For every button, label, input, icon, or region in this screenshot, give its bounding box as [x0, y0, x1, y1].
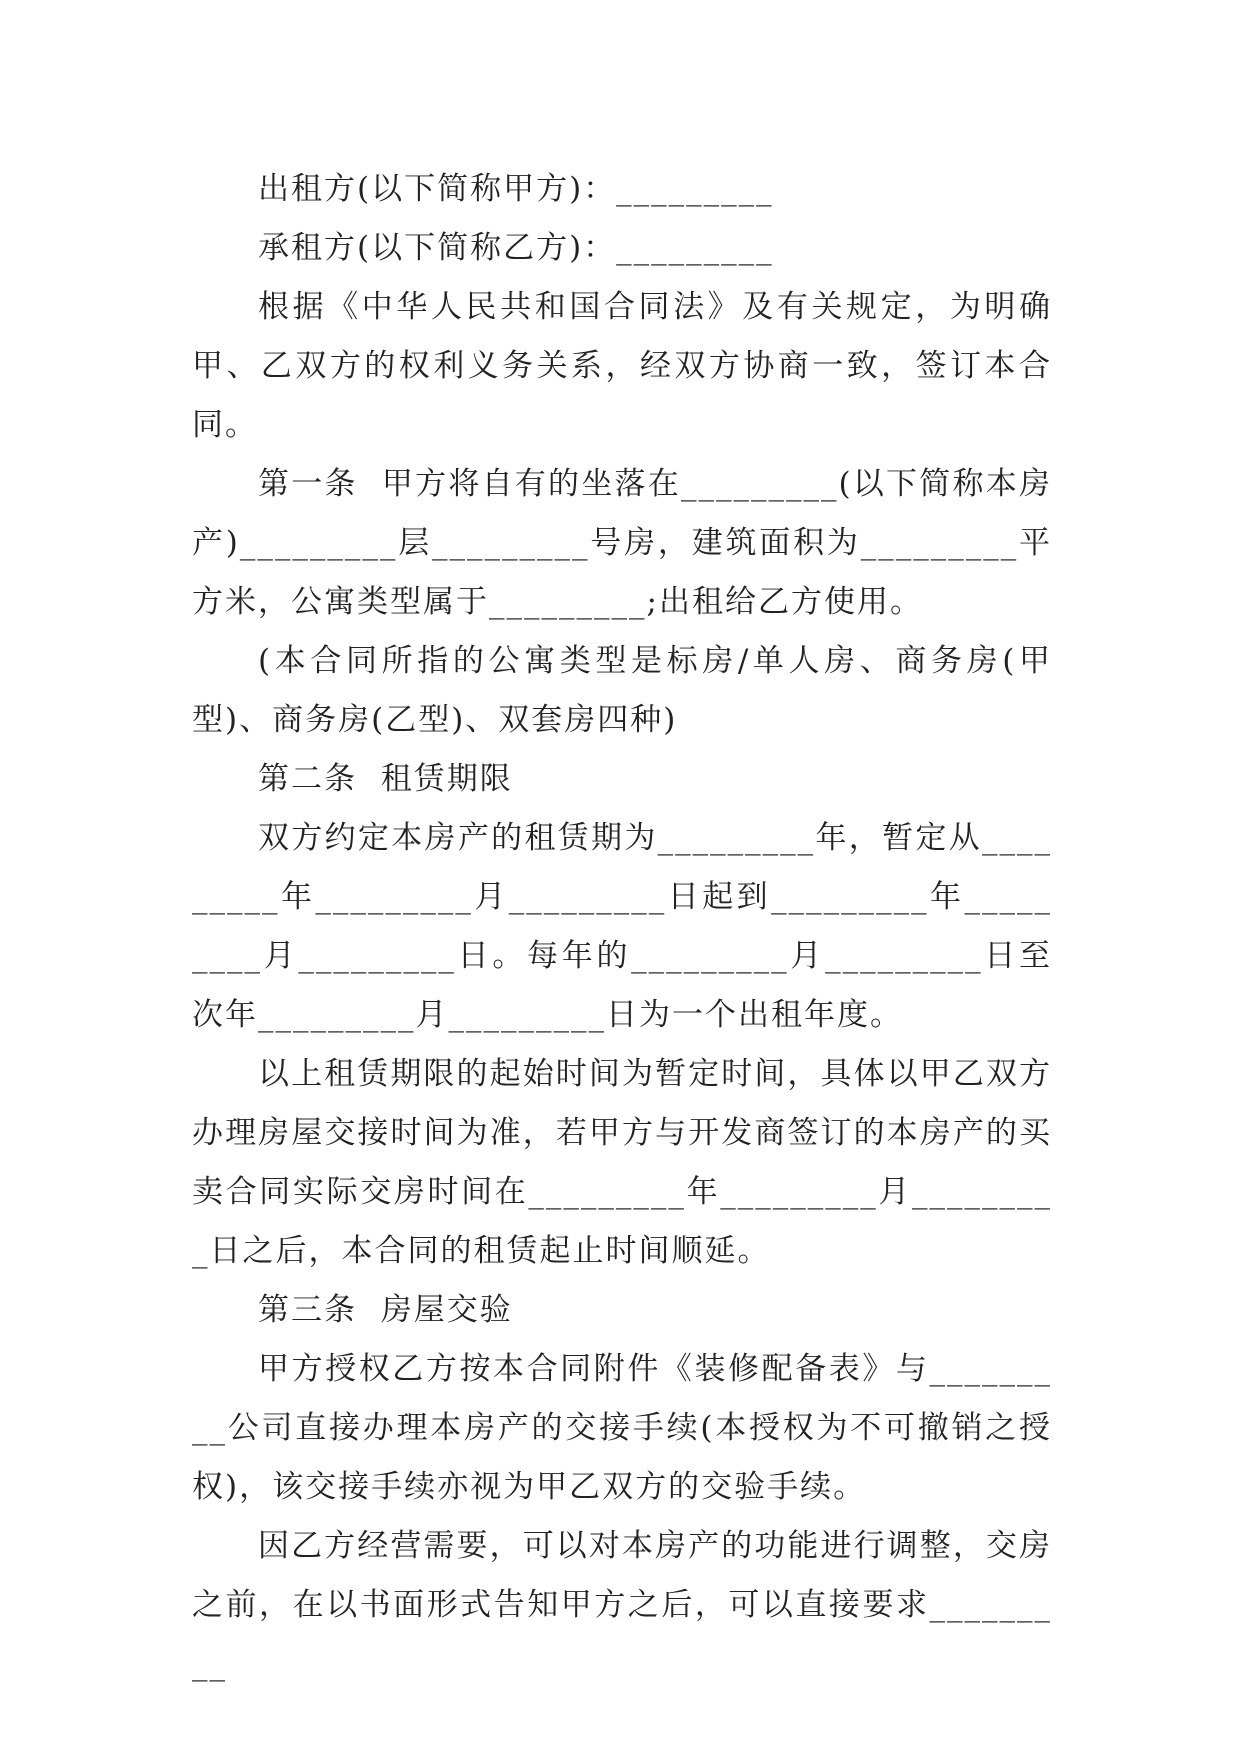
article-2-heading: 第二条 租赁期限	[258, 761, 513, 797]
preamble-paragraph: 根据《中华人民共和国合同法》及有关规定，为明确甲、乙双方的权利义务关系，经双方协商一致，签订本合同。	[192, 289, 1052, 443]
lessor-line: 出租方(以下简称甲方)：_________	[258, 171, 774, 207]
article-1-paragraph: 第一条 甲方将自有的坐落在_________(以下简称本房产)_________层_________号房，建筑面积为_________平方米，公寓类型属于_________;出租给乙方使用。	[192, 466, 1052, 620]
function-adjustment-paragraph: 因乙方经营需要，可以对本房产的功能进行调整，交房之前，在以书面形式告知甲方之后，可以直接要求_________	[192, 1528, 1052, 1682]
handover-authorization-paragraph: 甲方授权乙方按本合同附件《装修配备表》与_________公司直接办理本房产的交接手续(本授权为不可撤销之授权)，该交接手续亦视为甲乙双方的交验手续。	[192, 1351, 1052, 1505]
apartment-type-note: (本合同所指的公寓类型是标房/单人房、商务房(甲型)、商务房(乙型)、双套房四种)	[192, 643, 1052, 738]
lease-start-paragraph: 以上租赁期限的起始时间为暂定时间，具体以甲乙双方办理房屋交接时间为准，若甲方与开发商签订的本房产的买卖合同实际交房时间在_________年_________月_________日之后，本合同的租赁起止时间顺延。	[192, 1056, 1052, 1269]
article-3-heading: 第三条 房屋交验	[258, 1292, 513, 1328]
lease-term-paragraph: 双方约定本房产的租赁期为_________年，暂定从_________年_________月_________日起到_________年_________月_________日。每年的_________月_________日至次年_________月_________日为一个出租年度。	[192, 820, 1052, 1033]
lessee-line: 承租方(以下简称乙方)：_________	[258, 230, 774, 266]
document-body	[192, 160, 1052, 1694]
